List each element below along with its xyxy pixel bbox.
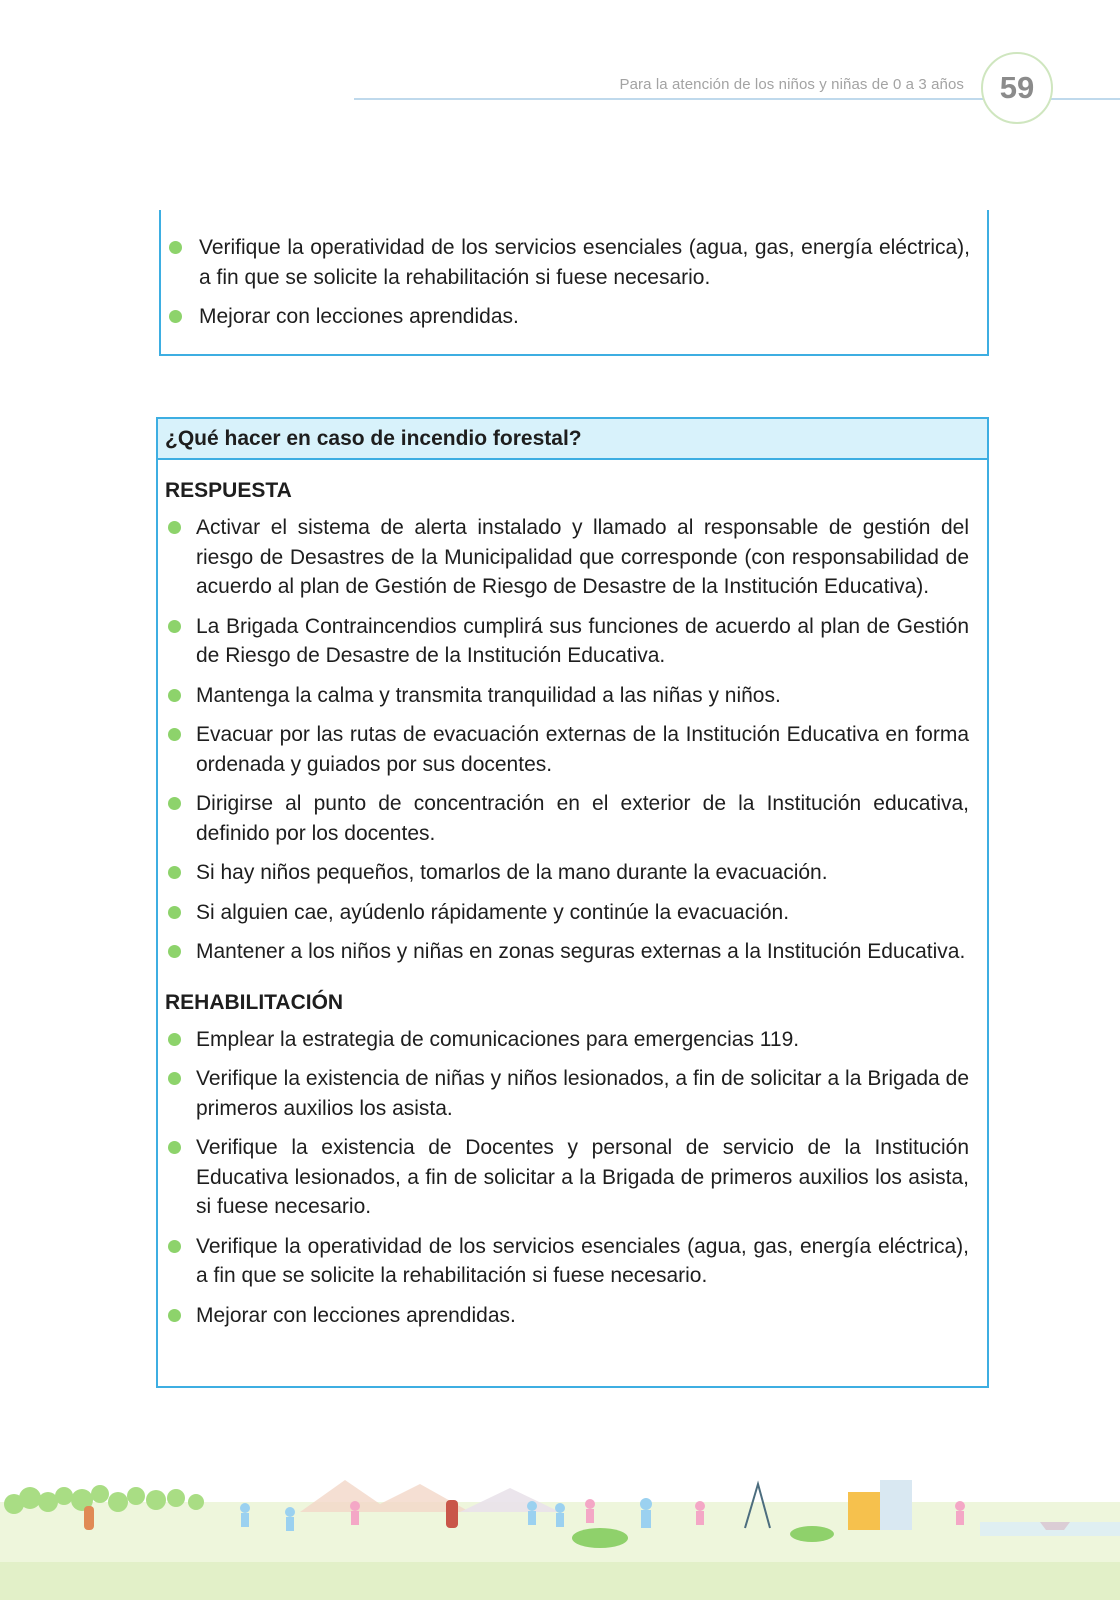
mountain-shape: [300, 1480, 470, 1512]
building: [880, 1480, 912, 1530]
bullet-icon: [168, 521, 181, 534]
respuesta-list: [158, 513, 987, 967]
bullet-icon: [168, 866, 181, 879]
mountain-shape: [460, 1488, 560, 1512]
box-title: ¿Qué hacer en caso de incendio forestal?: [158, 419, 987, 460]
bullet-icon: [169, 241, 182, 254]
continued-box: [159, 210, 989, 356]
building: [848, 1492, 884, 1530]
list-item: Emplear la estrategia de comunicaciones para emergencias 119.: [158, 1025, 987, 1055]
list-item: Mantenga la calma y transmita tranquilidad a las niñas y niños.: [158, 681, 987, 711]
page-number: 59: [981, 52, 1053, 124]
list-item: Mejorar con lecciones aprendidas.: [158, 1301, 987, 1331]
bullet-icon: [168, 1309, 181, 1322]
bullet-icon: [168, 1033, 181, 1046]
bullet-icon: [169, 310, 182, 323]
running-title: Para la atención de los niños y niñas de 0 a 3 años: [619, 76, 964, 93]
adult-figure: [446, 1500, 458, 1528]
bullet-icon: [168, 689, 181, 702]
water: [980, 1522, 1120, 1536]
list-item: La Brigada Contraincendios cumplirá sus funciones de acuerdo al plan de Gestión de Riesgo de Desastre de la Institución Educativa.: [158, 612, 987, 671]
bush: [790, 1526, 834, 1542]
section-heading-respuesta: RESPUESTA: [165, 479, 292, 502]
list-item: Verifique la existencia de niñas y niños lesionados, a fin de solicitar a la Brigada de primeros auxilios los asista.: [158, 1064, 987, 1123]
foreground-grass: [0, 1562, 1120, 1600]
bullet-icon: [168, 945, 181, 958]
continued-list: [161, 210, 987, 332]
list-item: Dirigirse al punto de concentración en el exterior de la Institución educativa, definido por los docentes.: [158, 789, 987, 848]
list-item: Si hay niños pequeños, tomarlos de la mano durante la evacuación.: [158, 858, 987, 888]
bullet-icon: [168, 906, 181, 919]
list-item: Mantener a los niños y niñas en zonas seguras externas a la Institución Educativa.: [158, 937, 987, 967]
bullet-icon: [168, 620, 181, 633]
bullet-icon: [168, 1072, 181, 1085]
bullet-icon: [168, 1240, 181, 1253]
list-item: Mejorar con lecciones aprendidas.: [161, 302, 987, 332]
section-heading-rehabilitacion: REHABILITACIÓN: [165, 990, 344, 1014]
adult-figure: [84, 1506, 94, 1530]
list-item: Verifique la operatividad de los servicios esenciales (agua, gas, energía eléctrica), a fin que se solicite la rehabilitación si fuese necesario.: [158, 1232, 987, 1291]
list-item: Verifique la existencia de Docentes y personal de servicio de la Institución Educativa lesionados, a fin de solicitar a la Brigada de primeros auxilios los asista, si fuese necesario.: [158, 1133, 987, 1222]
rehabilitacion-list: [158, 1025, 987, 1331]
bush: [572, 1528, 628, 1548]
bullet-icon: [168, 1141, 181, 1154]
list-item: Evacuar por las rutas de evacuación externas de la Institución Educativa en forma ordenada y guiados por sus docentes.: [158, 720, 987, 779]
wildfire-box: [156, 417, 989, 1388]
bullet-icon: [168, 728, 181, 741]
list-item: Verifique la operatividad de los servicios esenciales (agua, gas, energía eléctrica), a fin que se solicite la rehabilitación si fuese necesario.: [161, 233, 987, 292]
list-item: Activar el sistema de alerta instalado y llamado al responsable de gestión del riesgo de Desastres de la Municipalidad que corresponde (con responsabilidad de acuerdo al plan de Gestión de Riesgo de Desastre de la Institución Educativa).: [158, 513, 987, 602]
footer-landscape-illustration: [0, 1462, 1120, 1600]
list-item: Si alguien cae, ayúdenlo rápidamente y continúe la evacuación.: [158, 898, 987, 928]
bullet-icon: [168, 797, 181, 810]
